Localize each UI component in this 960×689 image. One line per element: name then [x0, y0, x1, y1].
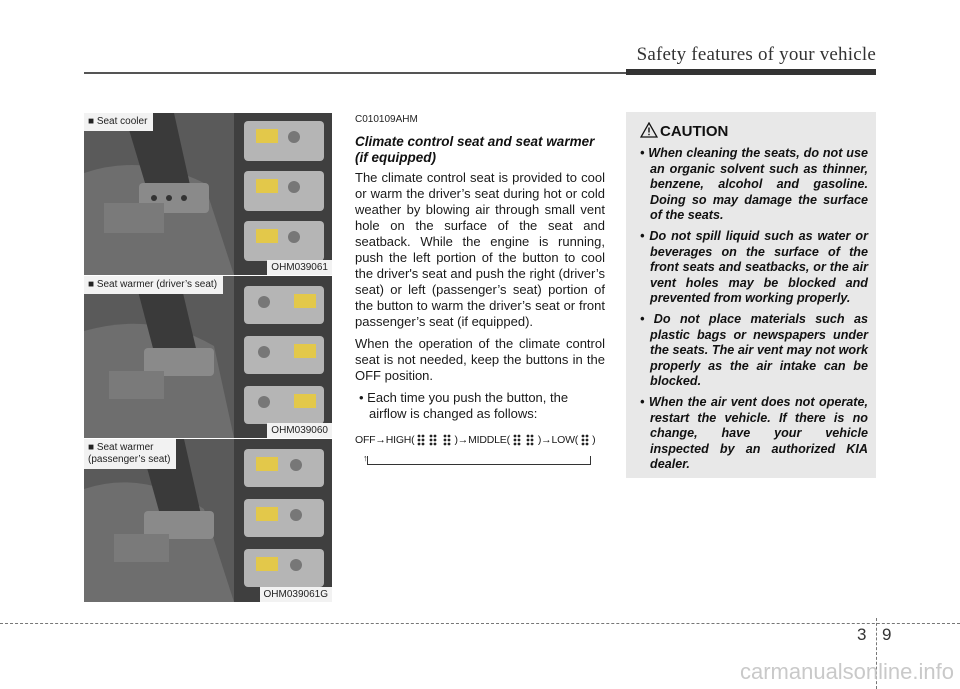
- photo-code: OHM039061: [267, 260, 332, 275]
- section-code: C010109AHM: [355, 114, 418, 125]
- photo-label: ■ Seat cooler: [84, 113, 153, 131]
- seat-warmer-driver-illustration: [84, 276, 332, 438]
- header-rule-accent: [626, 69, 876, 75]
- paragraph-intro: The climate control seat is provided to cool or warm the driver’s seat during hot or cold weather by blowing air through small vent hole on the surface of the seat and seatback. While the engine is running, push the left portion of the button to cool the driver's seat and push the right (driver’s seat) or left (passenger’s seat) portion of the button to warm the driver’s seat or front passenger’s seat (if equipped).: [355, 170, 605, 329]
- button-closeup-3: [244, 449, 324, 587]
- caution-item: • Do not spill liquid such as water or beverages on the surface of the front seats and seatbacks, or the air vent holes may be blocked and prevented from working properly.: [640, 228, 868, 306]
- airflow-sequence: OFF→HIGH( )→MIDDLE( )→LOW( ) ↑: [355, 432, 605, 468]
- caution-box: [626, 112, 876, 478]
- footer-rule: [0, 623, 960, 624]
- seat-cooler-photo: [84, 113, 332, 275]
- seat-warmer-driver-photo: [84, 276, 332, 438]
- arrow-right-icon: →: [375, 434, 386, 446]
- seat-warmer-passenger-photo: [84, 439, 332, 602]
- arrow-right-icon: →: [457, 434, 469, 446]
- page-number: 9: [882, 625, 892, 644]
- high-heat-dots-icon: [414, 433, 454, 447]
- button-closeup-2: [244, 286, 324, 424]
- photo-code: OHM039060: [267, 423, 332, 438]
- photo-label: ■ Seat warmer (driver’s seat): [84, 276, 223, 294]
- caution-item: • When cleaning the seats, do not use an organic solvent such as thinner, benzene, alcohol and gasoline. Doing so may damage the surface of the seats.: [640, 146, 868, 223]
- return-loop-line: [367, 456, 591, 465]
- bullet-airflow: • Each time you push the button, the airflow is changed as follows:: [359, 390, 569, 421]
- section-subheading: Climate control seat and seat warmer (if equipped): [355, 134, 595, 165]
- airflow-off: OFF: [355, 434, 376, 446]
- arrow-up-icon: ↑: [363, 453, 368, 463]
- watermark: carmanualsonline.info: [739, 659, 954, 684]
- paragraph-off: When the operation of the climate control seat is not needed, keep the buttons in the OFF position.: [355, 336, 605, 383]
- photo-code: OHM039061G: [260, 587, 332, 602]
- header-title: Safety features of your vehicle: [636, 44, 876, 65]
- low-heat-dots-icon: [578, 433, 592, 447]
- caution-item: • Do not place materials such as plastic bags or newspapers under the seats. The air vent may not work properly as the air intake can be blocked.: [640, 311, 868, 389]
- airflow-middle: MIDDLE: [468, 434, 507, 446]
- airflow-low: LOW: [551, 434, 575, 446]
- caution-title: CAUTION: [660, 123, 729, 140]
- warning-triangle-icon: [640, 122, 658, 138]
- button-closeup-1: [244, 121, 324, 261]
- page-chapter: 3: [857, 625, 867, 644]
- caution-list: [636, 146, 868, 478]
- seat-cooler-illustration: [84, 113, 332, 275]
- photo-label: ■ Seat warmer (passenger’s seat): [84, 439, 176, 469]
- arrow-right-icon: →: [541, 434, 552, 446]
- middle-heat-dots-icon: [510, 433, 538, 447]
- airflow-high: HIGH: [385, 434, 412, 446]
- main-text-column: [355, 112, 605, 468]
- caution-item: • When the air vent does not operate, restart the vehicle. If there is no change, have your vehicle inspected by an authorized KIA dealer.: [640, 394, 868, 472]
